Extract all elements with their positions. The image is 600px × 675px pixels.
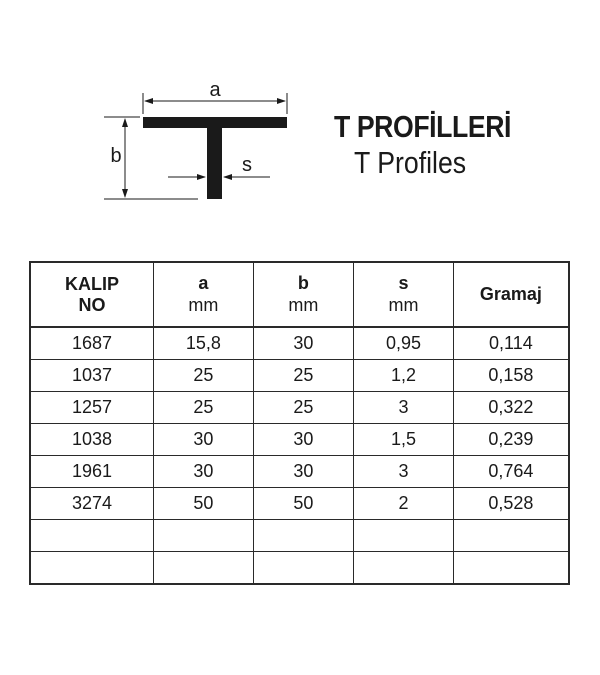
cell-kalip-no: 1257 [30,392,154,424]
cell-s: 0,95 [354,327,454,360]
cell-kalip-no: 1687 [30,327,154,360]
header-unit: mm [288,295,319,315]
dim-b-label: b [110,145,122,167]
table-row [30,360,569,392]
cell-s: 3 [354,392,454,424]
header-name: b [297,273,309,293]
header-unit: mm [388,295,419,315]
header-kalip-no [30,262,154,327]
cell-a [154,520,254,552]
dim-b-arrow-bottom [122,189,128,198]
cell-s: 2 [354,488,454,520]
cell-gramaj [453,552,569,585]
cell-a: 30 [154,456,254,488]
title-english: T Profiles [354,145,467,180]
dim-a-arrow-right [277,98,286,104]
header-name: a [198,273,209,293]
cell-s: 1,5 [354,424,454,456]
cell-b: 25 [253,360,354,392]
cell-s: 3 [354,456,454,488]
table-row [30,392,569,424]
header-name: KALIP NO [65,273,120,315]
cell-a: 15,8 [154,327,254,360]
cell-kalip-no [30,552,154,585]
cell-b: 30 [253,424,354,456]
cell-a: 50 [154,488,254,520]
header-s [354,262,454,327]
t-profile-diagram [0,0,330,215]
cell-kalip-no [30,520,154,552]
cell-a: 25 [154,392,254,424]
dim-a-label: a [209,79,221,101]
cell-gramaj: 0,322 [453,392,569,424]
table-row-empty [30,520,569,552]
cell-a: 30 [154,424,254,456]
table-row-empty [30,552,569,585]
cell-gramaj: 0,239 [453,424,569,456]
cell-a [154,552,254,585]
cell-kalip-no: 1038 [30,424,154,456]
cell-b [253,520,354,552]
header-name: s [398,273,409,293]
cell-gramaj [453,520,569,552]
cell-kalip-no: 3274 [30,488,154,520]
cell-b [253,552,354,585]
header-a [154,262,254,327]
cell-b: 50 [253,488,354,520]
header-unit: mm [188,295,219,315]
cell-b: 25 [253,392,354,424]
dim-a-arrow-left [144,98,153,104]
cell-s [354,520,454,552]
dim-s-label: s [242,154,252,176]
profile-spec-table [29,261,570,585]
header-name: Gramaj [479,284,542,304]
cell-gramaj: 0,528 [453,488,569,520]
cell-b: 30 [253,327,354,360]
table-row [30,424,569,456]
table-row [30,327,569,360]
cell-gramaj: 0,158 [453,360,569,392]
cell-kalip-no: 1037 [30,360,154,392]
cell-kalip-no: 1961 [30,456,154,488]
dim-s-arrow-left [197,174,206,180]
title-turkish: T PROFİLLERİ [334,109,512,144]
cell-s: 1,2 [354,360,454,392]
cell-s [354,552,454,585]
cell-b: 30 [253,456,354,488]
table-header-row [30,262,569,327]
table-row [30,488,569,520]
table-row [30,456,569,488]
header-b [253,262,354,327]
cell-gramaj: 0,114 [453,327,569,360]
t-profile-web [207,117,222,199]
title-block [334,110,540,180]
cell-a: 25 [154,360,254,392]
dim-b-arrow-top [122,118,128,127]
cell-gramaj: 0,764 [453,456,569,488]
header-gramaj [453,262,569,327]
dim-s-arrow-right [223,174,232,180]
